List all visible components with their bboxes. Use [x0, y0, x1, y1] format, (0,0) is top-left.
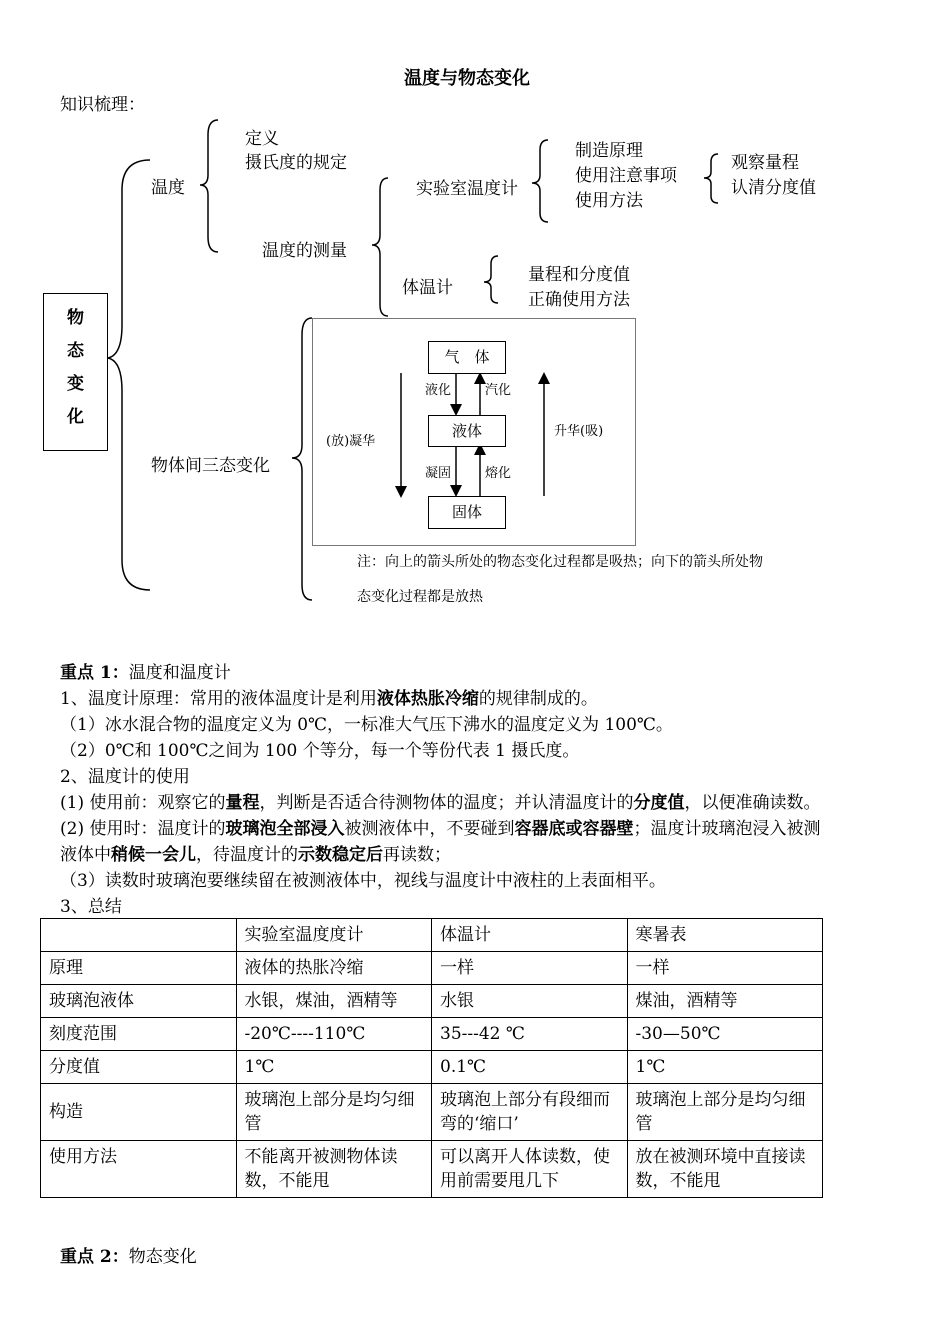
temp-brace: [200, 120, 218, 252]
label-solidify: 凝固: [425, 466, 452, 481]
table-cell: 35---42 ℃: [432, 1018, 628, 1051]
table-header-row: [41, 919, 823, 952]
node-temp: 温度: [151, 178, 185, 198]
para-during-use: (2) 使用时：温度计的玻璃泡全部浸入被测液体中，不要碰到容器底或容器壁；温度计玻璃泡浸入被测: [60, 819, 821, 839]
node-range: 观察量程: [731, 153, 799, 173]
table-cell: 刻度范围: [41, 1018, 237, 1051]
state-liquid: 液体: [428, 415, 506, 447]
label-deposition: (放)凝华: [326, 434, 376, 449]
table-cell: 不能离开被测物体读数，不能甩: [236, 1141, 432, 1198]
node-definition: 定义: [245, 129, 279, 149]
page-title: 温度与物态变化: [404, 68, 530, 89]
state-solid: 固体: [428, 496, 506, 529]
table-cell: 体温计: [432, 919, 628, 952]
section2-heading: 重点 2：物态变化: [60, 1247, 197, 1267]
section1-heading: 重点 1：温度和温度计: [60, 663, 231, 683]
use-brace: [704, 154, 718, 203]
root-char: 物: [67, 308, 84, 328]
state-brace: [292, 318, 312, 600]
table-cell: 水银: [432, 985, 628, 1018]
para-summary-heading: 3、总结: [60, 897, 122, 917]
table-cell: 原理: [41, 952, 237, 985]
para-during-use-cont: 液体中稍候一会儿，待温度计的示数稳定后再读数；: [60, 845, 451, 865]
label-sublimation: 升华(吸): [554, 424, 604, 439]
node-usage: 使用方法: [575, 191, 643, 211]
label-vaporize: 汽化: [485, 383, 512, 398]
node-body-usage: 正确使用方法: [528, 290, 630, 310]
table-cell: 一样: [432, 952, 628, 985]
node-measure: 温度的测量: [262, 241, 347, 261]
table-row: [41, 1018, 823, 1051]
table-cell: 0.1℃: [432, 1051, 628, 1084]
para-division: （2）0℃和 100℃之间为 100 个等分，每一个等份代表 1 摄氏度。: [60, 741, 580, 761]
table-cell: 放在被测环境中直接读数，不能甩: [627, 1141, 823, 1198]
table-cell: 构造: [41, 1084, 237, 1141]
root-char: 化: [67, 407, 84, 427]
note-line-2: 态变化过程都是放热: [357, 589, 483, 605]
intro-label: 知识梳理：: [60, 95, 145, 115]
state-gas: 气 体: [428, 341, 506, 374]
table-cell: 液体的热胀冷缩: [236, 952, 432, 985]
body-brace: [484, 256, 498, 303]
node-body-thermometer: 体温计: [402, 278, 453, 298]
lab-brace: [532, 140, 548, 222]
table-cell: 煤油，酒精等: [627, 985, 823, 1018]
table-cell: 玻璃泡上部分是均匀细管: [627, 1084, 823, 1141]
table-cell: 分度值: [41, 1051, 237, 1084]
table-cell: 玻璃泡液体: [41, 985, 237, 1018]
para-before-use: (1) 使用前：观察它的量程，判断是否适合待测物体的温度；并认清温度计的分度值，以便准确读数。: [60, 793, 821, 813]
summary-table: [40, 918, 823, 1198]
root-box: [43, 293, 108, 451]
label-melt: 熔化: [485, 466, 512, 481]
node-body-range: 量程和分度值: [528, 265, 630, 285]
table-cell: 可以离开人体读数，使用前需要甩几下: [432, 1141, 628, 1198]
node-celsius: 摄氏度的规定: [245, 153, 347, 173]
para-reading: （3）读数时玻璃泡要继续留在被测液体中，视线与温度计中液柱的上表面相平。: [60, 871, 666, 891]
table-cell: 水银，煤油，酒精等: [236, 985, 432, 1018]
table-row: [41, 1051, 823, 1084]
node-lab-thermometer: 实验室温度计: [416, 179, 518, 199]
label-liquefy: 液化: [425, 383, 452, 398]
table-row: [41, 1141, 823, 1198]
table-cell: 玻璃泡上部分是均匀细管: [236, 1084, 432, 1141]
note-line-1: 注：向上的箭头所处的物态变化过程都是吸热；向下的箭头所处物: [357, 554, 763, 570]
table-row: [41, 1084, 823, 1141]
node-division: 认清分度值: [731, 178, 816, 198]
root-brace: [108, 160, 150, 590]
table-cell: [41, 919, 237, 952]
table-cell: -20℃----110℃: [236, 1018, 432, 1051]
root-char: 变: [67, 374, 84, 394]
measure-brace: [372, 178, 388, 316]
table-cell: 玻璃泡上部分有段细而弯的‘缩口’: [432, 1084, 628, 1141]
table-cell: 实验室温度度计: [236, 919, 432, 952]
table-row: [41, 985, 823, 1018]
table-cell: 1℃: [236, 1051, 432, 1084]
table-cell: -30—50℃: [627, 1018, 823, 1051]
root-char: 态: [67, 341, 84, 361]
table-cell: 寒暑表: [627, 919, 823, 952]
table-row: [41, 952, 823, 985]
node-principle: 制造原理: [575, 141, 643, 161]
para-principle: 1、温度计原理：常用的液体温度计是利用液体热胀冷缩的规律制成的。: [60, 689, 598, 709]
table-cell: 使用方法: [41, 1141, 237, 1198]
node-three-states: 物体间三态变化: [151, 456, 270, 476]
table-cell: 1℃: [627, 1051, 823, 1084]
para-usage-heading: 2、温度计的使用: [60, 767, 190, 787]
para-definition: （1）冰水混合物的温度定义为 0℃，一标准大气压下沸水的温度定义为 100℃。: [60, 715, 673, 735]
node-precautions: 使用注意事项: [575, 166, 677, 186]
table-cell: 一样: [627, 952, 823, 985]
